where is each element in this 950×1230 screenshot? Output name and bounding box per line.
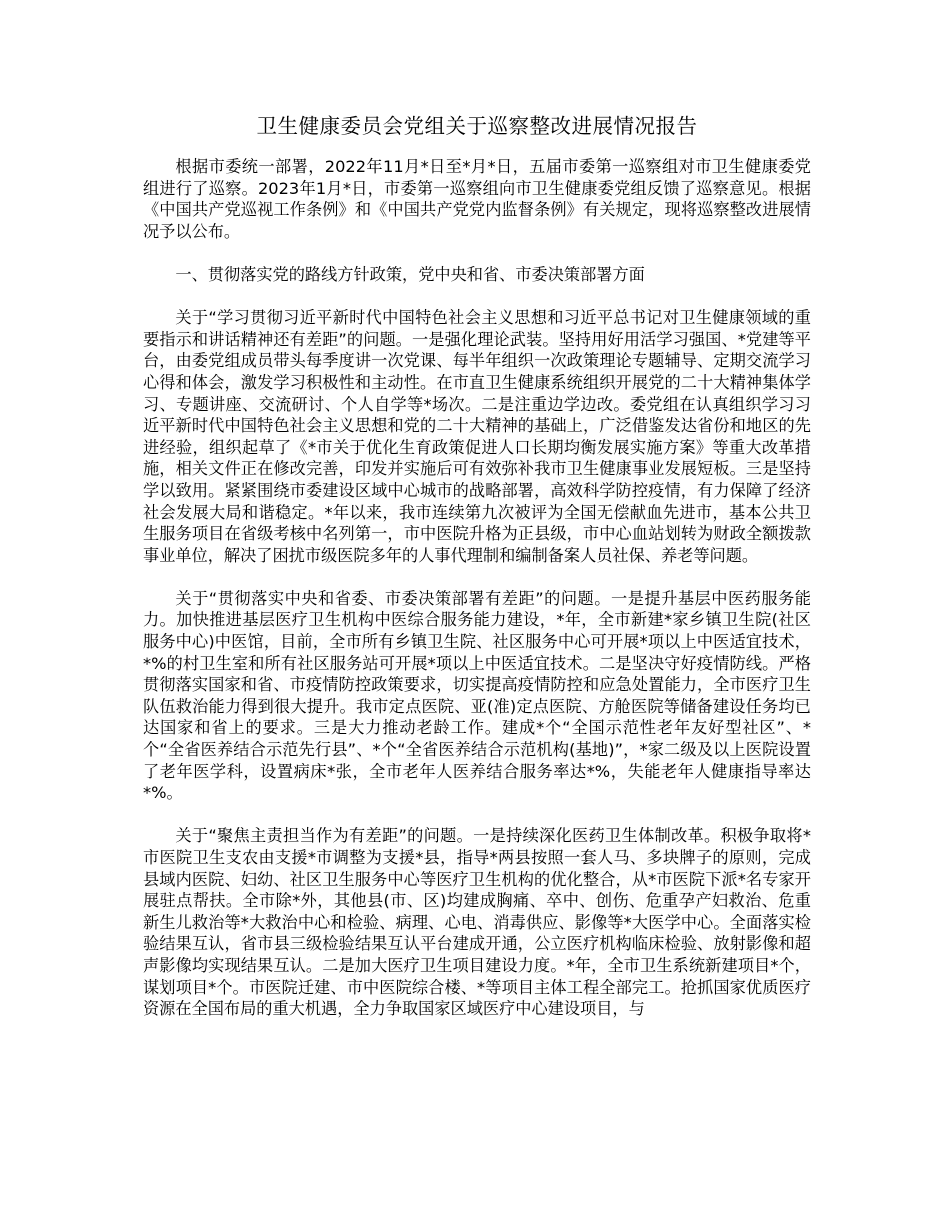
body-paragraph: 关于“学习贯彻习近平新时代中国特色社会主义思想和习近平总书记对卫生健康领域的重要指示和讲话精神还有差距”的问题。一是强化理论武装。坚持用好用活学习强国、*党建等平台，由委党组成员带头每季度讲一次党课、每半年组织一次政策理论专题辅导、定期交流学习心得和体会，激发学习积极性和主动性。在市直卫生健康系统组织开展党的二十大精神集体学习、专题讲座、交流研讨、个人自学等*场次。二是注重边学边改。委党组在认真组织学习习近平新时代中国特色社会主义思想和党的二十大精神的基础上，广泛借鉴发达省份和地区的先进经验，组织起草了《*市关于优化生育政策促进人口长期均衡发展实施方案》等重大改革措施，相关文件正在修改完善，印发并实施后可有效弥补我市卫生健康事业发展短板。三是坚持学以致用。紧紧围绕市委建设区域中心城市的战略部署，高效科学防控疫情，有力保障了经济社会发展大局和谐稳定。*年以来，我市连续第九次被评为全国无偿献血先进市，基本公共卫生服务项目在省级考核中名列第一，市中医院升格为正县级，市中心血站划转为财政全额拨款事业单位，解决了困扰市级医院多年的人事代理制和编制备案人员社保、养老等问题。 (143, 308, 811, 565)
document-title: 卫生健康委员会党组关于巡察整改进展情况报告 (256, 114, 698, 138)
body-paragraph: 关于“聚焦主责担当作为有差距”的问题。一是持续深化医药卫生体制改革。积极争取将*市医院卫生支农由支援*市调整为支援*县，指导*两县按照一套人马、多块牌子的原则，完成县域内医院、妇幼、社区卫生服务中心等医疗卫生机构的优化整合，从*市医院下派*名专家开展驻点帮扶。全市除*外，其他县(市、区)均建成胸痛、卒中、创伤、危重孕产妇救治、危重新生儿救治等*大救治中心和检验、病理、心电、消毒供应、影像等*大医学中心。全面落实检验结果互认，省市县三级检验结果互认平台建成开通，公立医疗机构临床检验、放射影像和超声影像均实现结果互认。二是加大医疗卫生项目建设力度。*年，全市卫生系统新建项目*个，谋划项目*个。市医院迁建、市中医院综合楼、*等项目主体工程全部完工。抢抓国家优质医疗资源在全国布局的重大机遇，全力争取国家区域医疗中心建设项目，与 (143, 826, 811, 1019)
body-paragraph: 关于“贯彻落实中央和省委、市委决策部署有差距”的问题。一是提升基层中医药服务能力。加快推进基层医疗卫生机构中医综合服务能力建设，*年，全市新建*家乡镇卫生院(社区服务中心)中医馆，目前，全市所有乡镇卫生院、社区服务中心可开展*项以上中医适宜技术，*%的村卫生室和所有社区服务站可开展*项以上中医适宜技术。二是坚决守好疫情防线。严格贯彻落实国家和省、市疫情防控政策要求，切实提高疫情防控和应急处置能力，全市医疗卫生队伍救治能力得到很大提升。我市定点医院、亚(准)定点医院、方舱医院等储备建设任务均已达国家和省上的要求。三是大力推动老龄工作。建成*个“全国示范性老年友好型社区”、*个“全省医养结合示范先行县”、*个“全省医养结合示范机构(基地)”，*家二级及以上医院设置了老年医学科，设置病床*张，全市老年人医养结合服务率达*%，失能老年人健康指导率达*%。 (143, 588, 811, 803)
section-heading: 一、贯彻落实党的路线方针政策，党中央和省、市委决策部署方面 (175, 264, 645, 284)
document-page (143, 112, 811, 1041)
intro-paragraph: 根据市委统一部署，2022年11月*日至*月*日，五届市委第一巡察组对市卫生健康委党组进行了巡察。2023年1月*日，市委第一巡察组向市卫生健康委党组反馈了巡察意见。根据《中国共产党巡视工作条例》和《中国共产党党内监督条例》有关规定，现将巡察整改进展情况予以公布。 (143, 157, 811, 241)
